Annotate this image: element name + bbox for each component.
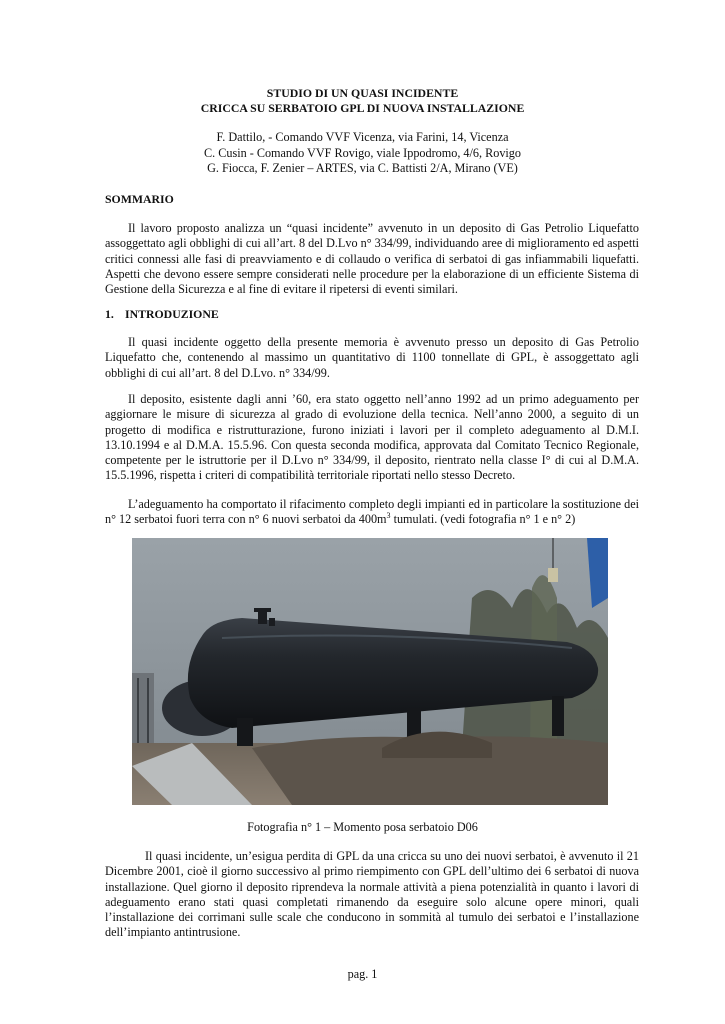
superscript-cubed: 3	[386, 511, 391, 521]
intro-paragraph-4: Il quasi incidente, un’esigua perdita di GPL da una cricca su uno dei nuovi serbatoi, è avvenuto il 21 Dicembre 2001, cioè il giorno successivo al primo riempimento con GPL dell’ultimo dei 6 serbatoi di nuova installazione. Quel giorno il deposito riprendeva la normale attività a piena potenzialità in quanto i lavori di adeguamento erano stati quasi completati rimanendo da eseguire solo alcune opere minori, quali l’installazione dei corrimani sulle scale che conducono in sommità al tumulo dei serbatoi e l’installazione dell’impianto antintrusione.	[105, 849, 639, 940]
page-number: pag. 1	[347, 967, 378, 981]
author-line-3: G. Fiocca, F. Zenier – ARTES, via C. Battisti 2/A, Mirano (VE)	[207, 161, 518, 175]
section-heading-introduzione	[105, 307, 219, 322]
figure-caption: Fotografia n° 1 – Momento posa serbatoio D06	[247, 820, 478, 834]
author-line-2: C. Cusin - Comando VVF Rovigo, viale Ippodromo, 4/6, Rovigo	[204, 146, 521, 160]
intro-paragraph-3-text: L’adeguamento ha comportato il rifacimento completo degli impianti ed in particolare la sostituzione dei n° 12 serbatoi fuori terra con n° 6 nuovi serbatoi da 400m	[105, 497, 639, 527]
paper-title-line-1: STUDIO DI UN QUASI INCIDENTE	[266, 86, 459, 100]
author-line-1: F. Dattilo, - Comando VVF Vicenza, via Farini, 14, Vicenza	[216, 130, 509, 144]
intro-paragraph-1: Il quasi incidente oggetto della presente memoria è avvenuto presso un deposito di Gas Petrolio Liquefatto che, contenendo al massimo un quantitativo di 1100 tonnellate di GPL, è assoggettato agli obblighi di cui all’art. 8 del D.Lvo. n° 334/99.	[105, 335, 639, 380]
intro-paragraph-2: Il deposito, esistente dagli anni ’60, era stato oggetto nell’anno 1992 ad un primo adeguamento per aggiornare le misure di sicurezza al grado di evoluzione della tecnica. Nell’anno 2000, a seguito di un progetto di modifica e ristrutturazione, furono iniziati i lavori per il completo adeguamento al D.M.I. 13.10.1994 e al D.M.A. 15.5.96. Con questa seconda modifica, approvata dal Comitato Tecnico Regionale, competente per le istruttorie per il D.Lvo n° 334/99, il deposito, rientrato nella classe I° di cui al D.M.A. 15.5.1996, rispetta i criteri di compatibilità territoriale riportati nello stesso Decreto.	[105, 392, 639, 483]
abstract-paragraph: Il lavoro proposto analizza un “quasi incidente” avvenuto in un deposito di Gas Petrolio Liquefatto assoggettato agli obblighi di cui all’art. 8 del D.Lvo n° 334/99, individuando aree di miglioramento ed aspetti critici connessi alle fasi di preavviamento e di collaudo o verifica di serbatoi di gas infiammabili liquefatti. Aspetti che devono essere sempre considerati nelle procedure per la elaborazione di un efficiente Sistema di Gestione della Sicurezza e al fine di evitare il ripetersi di eventi similari.	[105, 221, 639, 297]
intro-paragraph-3	[105, 497, 639, 528]
paper-title-line-2: CRICCA SU SERBATOIO GPL DI NUOVA INSTALLAZIONE	[200, 101, 525, 115]
photo-tank-installation	[132, 538, 608, 805]
section-heading-sommario: SOMMARIO	[105, 192, 174, 206]
section-title: INTRODUZIONE	[125, 307, 219, 321]
intro-paragraph-3-tail: tumulati. (vedi fotografia n° 1 e n° 2)	[390, 512, 576, 527]
section-number: 1.	[105, 307, 114, 321]
